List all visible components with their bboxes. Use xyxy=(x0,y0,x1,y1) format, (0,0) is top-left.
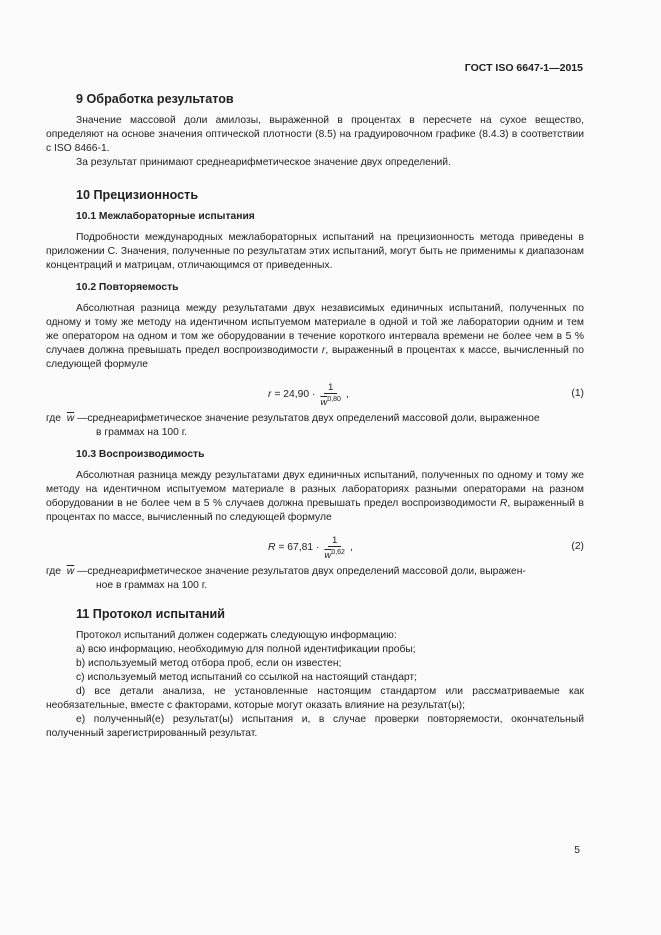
section-9-paragraph-1: Значение массовой доли амилозы, выраженной в процентах в пересчете на сухое вещество, определяют на основе значения оптической плотности (8.5) на градуировочном графике (8.4.3) в соответствии с ISO 8466-1. xyxy=(46,115,584,154)
subsection-10-1-paragraph: Подробности международных межлабораторных испытаний на прецизионность метода приведены в приложении С. Значения, полученные по результатам этих испытаний, могут быть не применимы к диапазонам концентраций и матрицам, отличающимся от приведенных. xyxy=(46,232,584,271)
list-item: d) все детали анализа, не установленные настоящим стандартом или рассматриваемые как необязательные, вместе с факторами, которые могут оказать влияние на результат(ы); xyxy=(46,686,584,711)
formula-1-where-continued: в граммах на 100 г. xyxy=(96,427,188,438)
page-content xyxy=(46,92,584,741)
formula-1-coefficient: = 24,90 · xyxy=(274,389,316,401)
formula-1: r = 24,90 · $\frac{1}{\overline{w}^{0,80}}$ , (1) xyxy=(268,382,584,409)
section-10-title: 10 Прецизионность xyxy=(76,188,199,202)
subsection-10-2-paragraph: Абсолютная разница между результатами двух независимых единичных испытаний, полученных по одному и тому же методу на идентичном испытуемом материале в одной и той же лаборатории одним и тем же оператором на одном и том же оборудовании в течение короткого интервала времени не более чем в 5 % случаев должна превышать предел воспроизводимости r, выраженный в процентах к массе, вычисленный по следующей формуле xyxy=(46,303,584,370)
subsection-10-3-paragraph: Абсолютная разница между результатами двух единичных испытаний, полученных по одному и тому же методу на идентичном испытуемом материале в разных лабораториях разными операторами на разном оборудовании в не более чем в 5 % случаев должна превышать предел воспроизводимости R, выраженный в процентах по массе, вычисленный по следующей формуле xyxy=(46,470,584,523)
formula-2-lhs: R xyxy=(268,542,276,554)
formula-2-coefficient: = 67,81 · xyxy=(278,542,320,554)
list-item: c) используемый метод испытаний со ссылкой на настоящий стандарт; xyxy=(76,672,417,683)
formula-2-fraction: $\frac{1}{\overline{w}^{0,62}}$ xyxy=(324,535,345,562)
formula-2: R = 67,81 · $\frac{1}{\overline{w}^{0,62}}$ , (2) xyxy=(268,535,584,562)
formula-2-number: (2) xyxy=(571,541,584,552)
formula-2-where: где $\overline{w}$ — среднеарифметическое значение результатов двух определений массовой доли, выражен- xyxy=(46,566,526,577)
list-item: а) всю информацию, необходимую для полной идентификации пробы; xyxy=(76,644,416,655)
subsection-10-2-title: 10.2 Повторяемость xyxy=(76,282,179,293)
section-9-title: 9 Обработка результатов xyxy=(76,92,234,106)
formula-1-lhs: r xyxy=(268,389,272,401)
section-9-paragraph-2: За результат принимают среднеарифметическое значение двух определений. xyxy=(76,157,451,168)
formula-2-where-continued: ное в граммах на 100 г. xyxy=(96,580,208,591)
list-item: b) используемый метод отбора проб, если он известен; xyxy=(76,658,342,669)
list-item: e) полученный(е) результат(ы) испытания и, в случае проверки повторяемости, окончательный полученный зарегистрированный результат. xyxy=(46,714,584,739)
subsection-10-1-title: 10.1 Межлабораторные испытания xyxy=(76,211,255,222)
formula-1-where: где $\overline{w}$ — среднеарифметическое значение результатов двух определений массовой доли, выраженное xyxy=(46,413,540,424)
formula-1-number: (1) xyxy=(571,388,584,399)
subsection-10-3-title: 10.3 Воспроизводимость xyxy=(76,449,205,460)
section-11-title: 11 Протокол испытаний xyxy=(76,607,226,621)
page-number: 5 xyxy=(574,845,580,856)
document-code: ГОСТ ISO 6647-1—2015 xyxy=(464,62,583,74)
section-11-intro: Протокол испытаний должен содержать следующую информацию: xyxy=(76,630,397,641)
formula-1-fraction: $\frac{1}{\overline{w}^{0,80}}$ xyxy=(320,382,341,409)
